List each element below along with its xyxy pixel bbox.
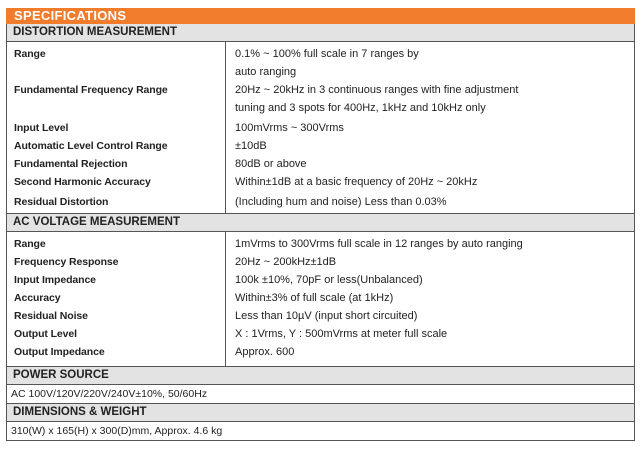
- spec-label: Accuracy: [14, 292, 61, 304]
- spec-row: [7, 307, 634, 325]
- spec-label: Input Impedance: [14, 274, 96, 286]
- spec-row: [7, 155, 634, 173]
- column-divider: [225, 42, 226, 213]
- spec-value: 20Hz ~ 20kHz in 3 continuous ranges with fine adjustment tuning and 3 spots for 400Hz, 1kHz and 10kHz only: [235, 84, 519, 114]
- spec-row: [7, 271, 634, 289]
- distortion-grid: [7, 42, 634, 213]
- spec-value: 80dB or above: [235, 158, 307, 170]
- spec-sheet: [6, 8, 635, 441]
- spec-row: [7, 119, 634, 137]
- spec-value: X : 1Vrms, Y : 500mVrms at meter full scale: [235, 328, 448, 340]
- spec-label: Fundamental Frequency Range: [14, 84, 168, 96]
- spec-row: [7, 137, 634, 155]
- spec-row: [7, 253, 634, 271]
- ac-voltage-grid: [7, 232, 634, 366]
- spec-label: Residual Distortion: [14, 196, 109, 208]
- spec-row: [7, 325, 634, 343]
- section-heading-ac-voltage: AC VOLTAGE MEASUREMENT: [7, 213, 634, 232]
- spec-label: Residual Noise: [14, 310, 88, 322]
- spec-value: 20Hz ~ 200kHz±1dB: [235, 256, 337, 268]
- spec-row: [7, 173, 634, 193]
- spec-label: Range: [14, 48, 46, 60]
- power-source-value: AC 100V/120V/220V/240V±10%, 50/60Hz: [11, 388, 208, 400]
- section-heading-power-source: POWER SOURCE: [7, 366, 634, 385]
- column-divider: [225, 232, 226, 366]
- spec-row: [7, 81, 634, 119]
- spec-value: 0.1% ~ 100% full scale in 7 ranges by auto ranging: [235, 48, 419, 78]
- spec-value: (Including hum and noise) Less than 0.03%: [235, 196, 447, 208]
- spec-value: ±10dB: [235, 140, 267, 152]
- section-heading-distortion: DISTORTION MEASUREMENT: [7, 24, 634, 42]
- spec-value: Within±3% of full scale (at 1kHz): [235, 292, 394, 304]
- spec-row: [7, 343, 634, 366]
- spec-label: Output Impedance: [14, 346, 105, 358]
- spec-value: Less than 10µV (input short circuited): [235, 310, 418, 322]
- spec-row: [7, 235, 634, 253]
- spec-table: [6, 24, 635, 441]
- dimensions-value: 310(W) x 165(H) x 300(D)mm, Approx. 4.6 kg: [11, 425, 223, 437]
- spec-label: Frequency Response: [14, 256, 119, 268]
- spec-row: [7, 289, 634, 307]
- spec-row: [7, 193, 634, 213]
- spec-value: Within±1dB at a basic frequency of 20Hz ~ 20kHz: [235, 176, 478, 188]
- spec-label: Output Level: [14, 328, 77, 340]
- spec-title: SPECIFICATIONS: [6, 8, 635, 24]
- spec-label: Automatic Level Control Range: [14, 140, 168, 152]
- spec-label: Input Level: [14, 122, 69, 134]
- spec-label: Fundamental Rejection: [14, 158, 128, 170]
- spec-label: Range: [14, 238, 46, 250]
- spec-value: 100mVrms ~ 300Vrms: [235, 122, 344, 134]
- spec-value: Approx. 600: [235, 346, 295, 358]
- spec-row: [7, 45, 634, 81]
- section-heading-dimensions: DIMENSIONS & WEIGHT: [7, 403, 634, 422]
- spec-value: 100k ±10%, 70pF or less(Unbalanced): [235, 274, 423, 286]
- spec-label: Second Harmonic Accuracy: [14, 176, 151, 188]
- spec-value: 1mVrms to 300Vrms full scale in 12 ranges by auto ranging: [235, 238, 523, 250]
